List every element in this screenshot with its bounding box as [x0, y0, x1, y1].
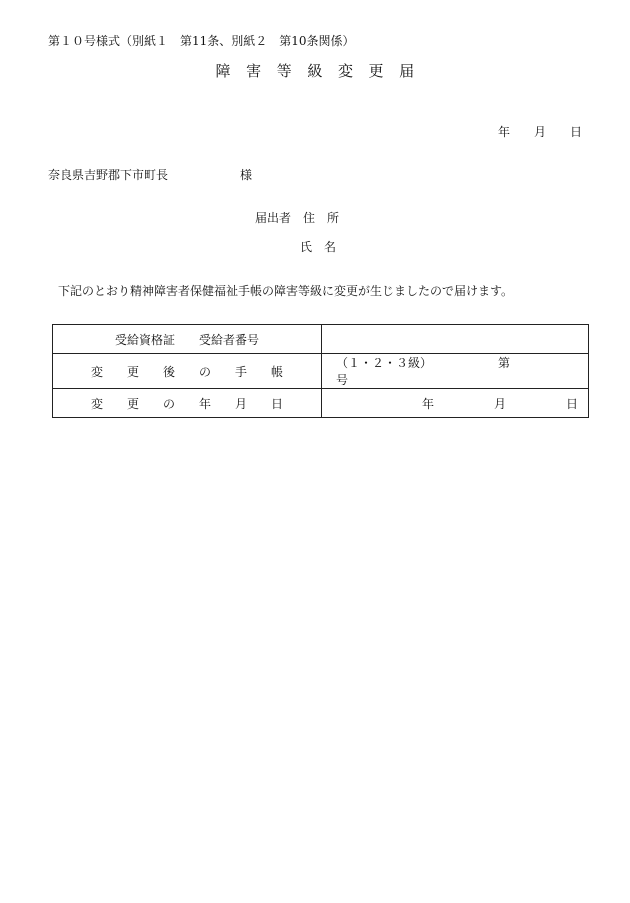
change-date-label: 変 更 の 年 月 日 — [53, 389, 322, 418]
change-date-value: 年 月 日 — [322, 389, 589, 418]
table-row — [53, 354, 589, 389]
addressee-name: 奈良県吉野郡下市町長 — [48, 168, 169, 182]
addressee-honorific: 様 — [240, 168, 253, 182]
table-row — [53, 325, 589, 354]
new-handbook-value: （１・２・３級） 第 号 — [322, 354, 589, 389]
date-line: 年 月 日 — [497, 125, 582, 139]
statement-text: 下記のとおり精神障害者保健福祉手帳の障害等級に変更が生じましたので届けます。 — [58, 284, 514, 298]
table-row — [53, 389, 589, 418]
recipient-number-value — [322, 325, 589, 354]
recipient-number-label: 受給資格証 受給者番号 — [53, 325, 322, 354]
new-handbook-label: 変 更 後 の 手 帳 — [53, 354, 322, 389]
info-table — [52, 324, 589, 418]
form-number: 第１０号様式（別紙１ 第11条、別紙２ 第10条関係） — [48, 34, 355, 48]
addressee — [48, 166, 252, 183]
document-title: 障 害 等 級 変 更 届 — [215, 62, 415, 80]
submitter-name-label: 氏 名 — [300, 240, 337, 254]
submitter-address-label: 届出者 住 所 — [255, 211, 340, 225]
